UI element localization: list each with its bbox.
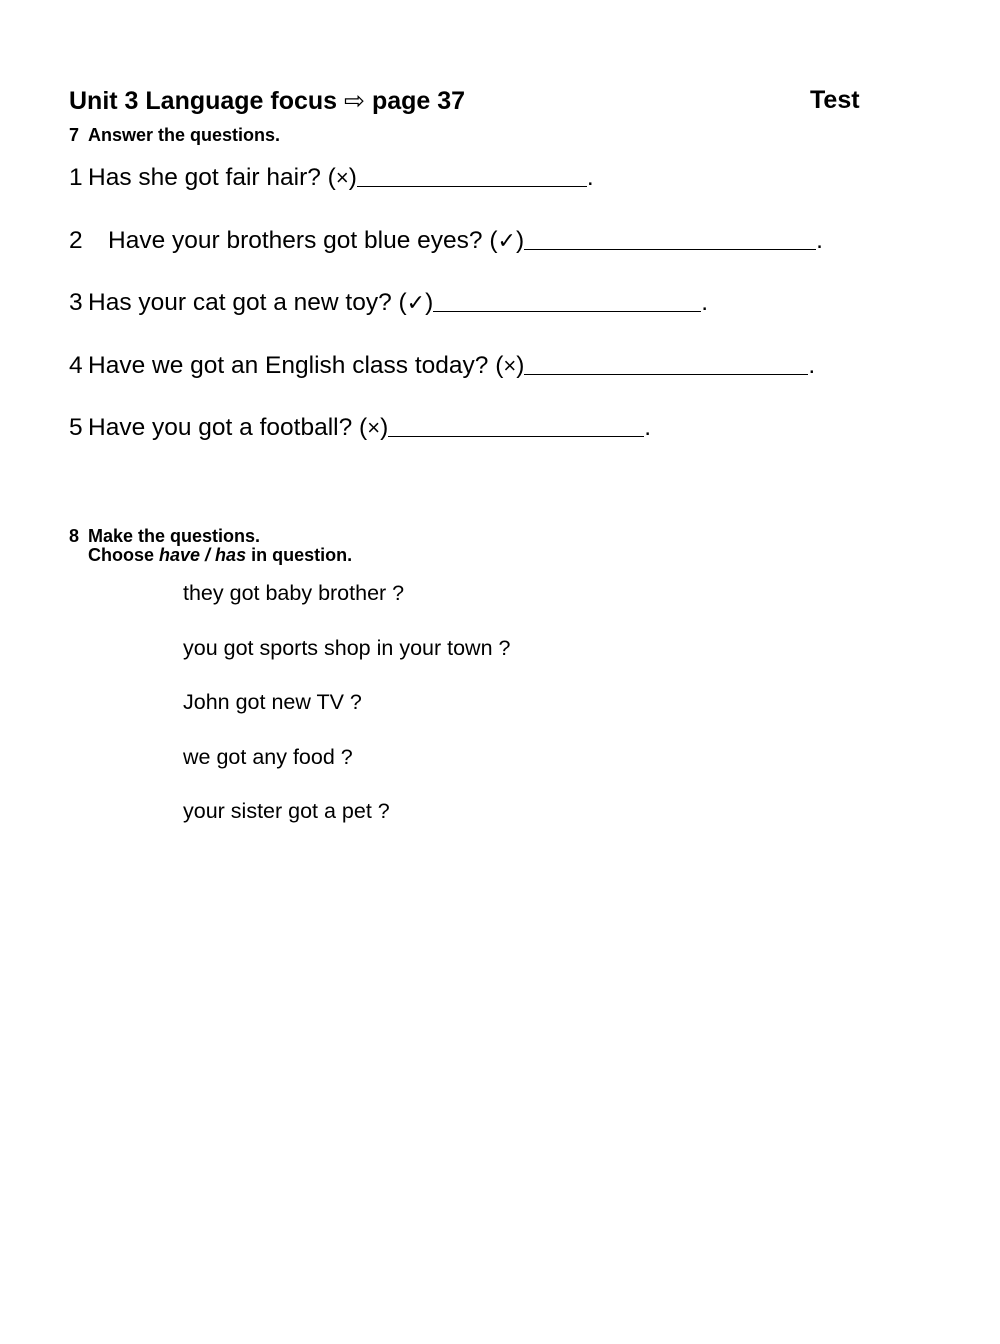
- answer-blank[interactable]: [357, 164, 587, 187]
- question-text: Have we got an English class today? (: [88, 352, 504, 379]
- question-close: ): [515, 227, 525, 254]
- make-question-prompt: they got baby brother ?: [183, 581, 405, 605]
- question-row: [69, 412, 651, 442]
- question-text: Has she got fair hair? (: [88, 164, 336, 191]
- question-row: [69, 350, 815, 380]
- section-7-number: 7: [69, 125, 80, 145]
- answer-period: .: [816, 227, 823, 254]
- question-close: ): [425, 289, 434, 316]
- question-close: ): [348, 164, 357, 191]
- question-close: ): [380, 414, 389, 441]
- title-prefix: Unit 3 Language focus: [69, 87, 338, 115]
- section-7-instruction: Answer the questions.: [88, 125, 281, 145]
- question-number: 1: [69, 164, 83, 191]
- page-title: [69, 86, 465, 116]
- sub-emphasis: have / has: [159, 545, 247, 565]
- question-row: [69, 162, 594, 192]
- question-number: 4: [69, 352, 83, 379]
- question-number: 2: [69, 227, 83, 254]
- answer-period: .: [701, 289, 709, 316]
- make-question-prompt: you got sports shop in your town ?: [183, 636, 511, 660]
- check-icon: ✓: [406, 290, 426, 315]
- answer-blank[interactable]: [433, 289, 701, 312]
- arrow-right-icon: ⇨: [344, 87, 365, 115]
- question-close: ): [516, 352, 525, 379]
- section-8-heading: [69, 526, 260, 547]
- question-text: Have your brothers got blue eyes? (: [108, 227, 498, 254]
- answer-period: .: [808, 352, 816, 379]
- answer-blank[interactable]: [524, 352, 808, 375]
- check-icon: ✓: [497, 228, 516, 253]
- cross-icon: ×: [335, 165, 349, 190]
- question-text: Has your cat got a new toy? (: [88, 289, 407, 316]
- answer-blank[interactable]: [524, 227, 816, 250]
- question-row: [69, 287, 708, 317]
- sub-prefix: Choose: [88, 545, 155, 565]
- question-row: [69, 225, 823, 255]
- answer-blank[interactable]: [388, 414, 644, 437]
- section-8-number: 8: [69, 526, 80, 546]
- answer-period: .: [586, 164, 594, 191]
- cross-icon: ×: [367, 415, 381, 440]
- section-8-instruction: Make the questions.: [88, 526, 261, 546]
- title-suffix: page 37: [371, 87, 466, 115]
- question-number: 5: [69, 414, 83, 441]
- test-label: Test: [810, 86, 860, 114]
- make-question-prompt: your sister got a pet ?: [183, 799, 390, 823]
- question-text: Have you got a football? (: [88, 414, 368, 441]
- make-question-prompt: we got any food ?: [183, 745, 353, 769]
- cross-icon: ×: [503, 353, 517, 378]
- section-7-heading: [69, 125, 280, 146]
- answer-period: .: [644, 414, 652, 441]
- make-question-prompt: John got new TV ?: [183, 690, 362, 714]
- sub-suffix: in question.: [251, 545, 353, 565]
- section-8-subinstruction: [88, 545, 352, 566]
- question-number: 3: [69, 289, 83, 316]
